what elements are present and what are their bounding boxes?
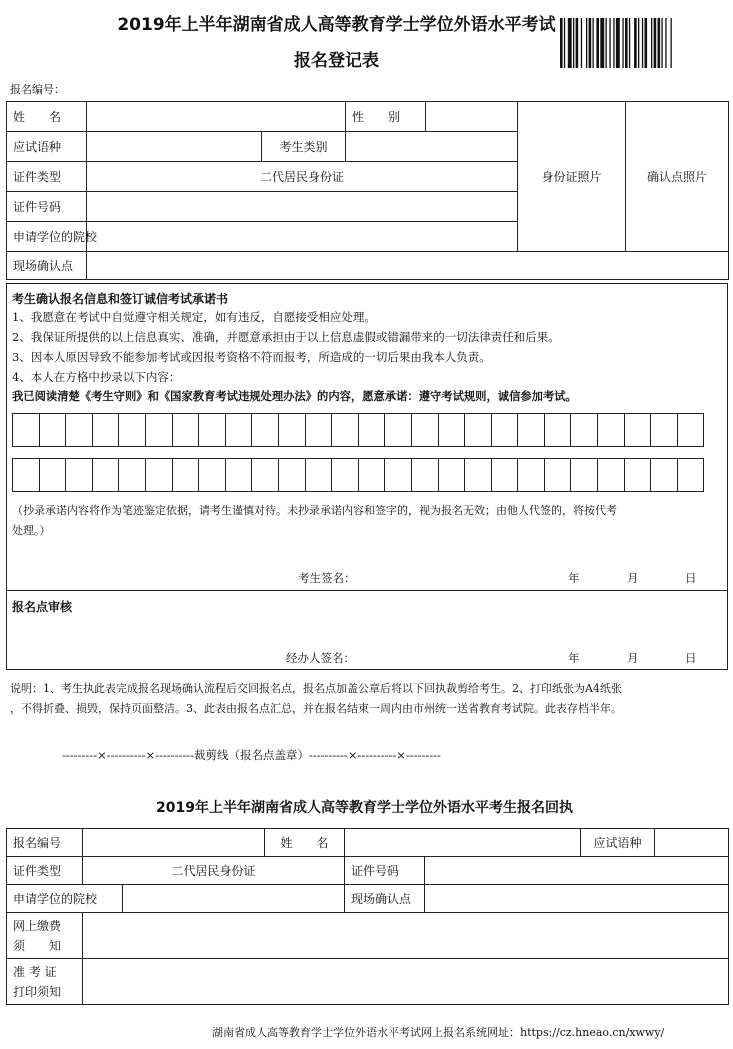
pledge-item-2: 2、我保证所提供的以上信息真实、准确，并愿意承担由于以上信息虚假或错漏带来的一切法律责任和后果。 <box>12 330 560 344</box>
review-heading: 报名点审核 <box>12 600 73 614</box>
copy-cell[interactable] <box>570 413 598 447</box>
candidate-sign-day: 日 <box>685 571 697 585</box>
copy-cell[interactable] <box>517 458 545 492</box>
receipt-id-type-value: 二代居民身份证 <box>83 857 345 885</box>
ticket-label-line-1: 准 考 证 <box>13 964 57 979</box>
copy-cell[interactable] <box>198 413 226 447</box>
receipt-table <box>6 828 729 1005</box>
category-field[interactable] <box>346 132 518 162</box>
copy-cell[interactable] <box>305 413 333 447</box>
gender-field[interactable] <box>426 102 518 132</box>
handler-sign-day: 日 <box>685 651 697 665</box>
barcode-image <box>560 18 726 68</box>
copy-cell[interactable] <box>65 413 93 447</box>
copy-cell[interactable] <box>145 413 173 447</box>
receipt-college-label: 申请学位的院校 <box>7 885 123 913</box>
receipt-id-number-field[interactable] <box>425 857 729 885</box>
college-label: 申请学位的院校 <box>7 222 87 252</box>
copy-cell[interactable] <box>251 413 279 447</box>
form-title: 2019年上半年湖南省成人高等教育学士学位外语水平考试 <box>117 15 556 35</box>
copy-cell[interactable] <box>198 458 226 492</box>
id-photo-slot[interactable]: 身份证照片 <box>518 102 626 252</box>
copy-cell[interactable] <box>172 458 200 492</box>
receipt-site-label: 现场确认点 <box>345 885 425 913</box>
copy-cell[interactable] <box>305 458 333 492</box>
copy-cell[interactable] <box>251 458 279 492</box>
notes-line-1: 说明：1、考生执此表完成报名现场确认流程后交回报名点，报名点加盖公章后将以下回执裁剪给考生。2、打印纸张为A4纸张 <box>10 682 622 695</box>
copy-cell[interactable] <box>491 458 519 492</box>
receipt-id-number-label: 证件号码 <box>345 857 425 885</box>
receipt-name-label: 姓 名 <box>265 829 345 857</box>
language-field[interactable] <box>87 132 262 162</box>
copy-cell[interactable] <box>12 413 40 447</box>
copy-cell[interactable] <box>225 413 253 447</box>
copy-cell[interactable] <box>92 458 120 492</box>
copy-cell[interactable] <box>438 458 466 492</box>
candidate-sign-year: 年 <box>568 571 580 585</box>
copy-cell[interactable] <box>544 458 572 492</box>
name-label: 姓 名 <box>7 102 87 132</box>
copy-cell[interactable] <box>464 413 492 447</box>
copy-cell[interactable] <box>411 413 439 447</box>
pledge-copy-row-1[interactable] <box>12 413 703 447</box>
name-field[interactable] <box>87 102 346 132</box>
copy-cell[interactable] <box>384 458 412 492</box>
site-photo-slot[interactable]: 确认点照片 <box>626 102 729 252</box>
site-label: 现场确认点 <box>7 252 87 280</box>
id-type-label: 证件类型 <box>7 162 87 192</box>
copy-cell[interactable] <box>278 413 306 447</box>
receipt-name-field[interactable] <box>345 829 581 857</box>
receipt-id-type-label: 证件类型 <box>7 857 83 885</box>
copy-cell[interactable] <box>677 458 705 492</box>
copy-cell[interactable] <box>39 413 67 447</box>
candidate-sign-month: 月 <box>627 571 639 585</box>
copy-cell[interactable] <box>118 458 146 492</box>
receipt-fee-notice-label <box>7 913 83 959</box>
receipt-title: 2019年上半年湖南省成人高等教育学士学位外语水平考生报名回执 <box>156 800 573 816</box>
copy-cell[interactable] <box>597 458 625 492</box>
copy-cell[interactable] <box>92 413 120 447</box>
pledge-statement: 我已阅读清楚《考生守则》和《国家教育考试违规处理办法》的内容，愿意承诺：遵守考试规则，诚信参加考试。 <box>12 390 577 403</box>
receipt-fee-notice-field <box>83 913 729 959</box>
copy-cell[interactable] <box>491 413 519 447</box>
handler-sign-year: 年 <box>568 651 580 665</box>
handler-sign-month: 月 <box>627 651 639 665</box>
pledge-note-line-1: （抄录承诺内容将作为笔迹鉴定依据，请考生谨慎对待。未抄录承诺内容和签字的，视为报名无效；由他人代签的，将按代考 <box>12 504 617 517</box>
gender-label: 性 别 <box>346 102 426 132</box>
copy-cell[interactable] <box>65 458 93 492</box>
copy-cell[interactable] <box>331 413 359 447</box>
review-section <box>6 590 728 670</box>
pledge-copy-row-2[interactable] <box>12 458 703 492</box>
college-field[interactable] <box>87 222 518 252</box>
id-number-label: 证件号码 <box>7 192 87 222</box>
receipt-language-label: 应试语种 <box>581 829 655 857</box>
cut-line: ---------×----------×----------裁剪线（报名点盖章）----------×----------×--------- <box>62 748 441 762</box>
footer-url-text: 湖南省成人高等教育学士学位外语水平考试网上报名系统网址：https://cz.hneao.cn/xwwy/ <box>212 1026 665 1039</box>
copy-cell[interactable] <box>145 458 173 492</box>
pledge-item-3: 3、因本人原因导致不能参加考试或因报考资格不符而报考，所造成的一切后果由我本人负责。 <box>12 350 491 364</box>
candidate-signature-label: 考生签名： <box>298 571 356 585</box>
copy-cell[interactable] <box>517 413 545 447</box>
copy-cell[interactable] <box>570 458 598 492</box>
copy-cell[interactable] <box>544 413 572 447</box>
registration-number-label: 报名编号： <box>10 83 65 96</box>
copy-cell[interactable] <box>331 458 359 492</box>
fee-label-line-1: 网上缴费 <box>13 918 62 933</box>
ticket-label-line-2: 打印须知 <box>13 984 62 999</box>
copy-cell[interactable] <box>677 413 705 447</box>
id-number-field[interactable] <box>87 192 518 222</box>
copy-cell[interactable] <box>225 458 253 492</box>
receipt-site-field[interactable] <box>425 885 729 913</box>
copy-cell[interactable] <box>278 458 306 492</box>
copy-cell[interactable] <box>358 413 386 447</box>
pledge-note-line-2: 处理。） <box>12 524 51 537</box>
copy-cell[interactable] <box>411 458 439 492</box>
copy-cell[interactable] <box>438 413 466 447</box>
category-label: 考生类别 <box>262 132 346 162</box>
language-label: 应试语种 <box>7 132 87 162</box>
receipt-ticket-notice-label <box>7 959 83 1005</box>
site-field[interactable] <box>87 252 729 280</box>
notes-line-2: ，不得折叠、损毁，保持页面整洁。3、此表由报名点汇总，并在报名结束一周内由市州统一送省教育考试院。此表存档半年。 <box>10 702 622 715</box>
copy-cell[interactable] <box>172 413 200 447</box>
pledge-item-1: 1、我愿意在考试中自觉遵守相关规定，如有违反，自愿接受相应处理。 <box>12 310 376 324</box>
pledge-item-4: 4、本人在方格中抄录以下内容： <box>12 370 181 384</box>
receipt-reg-no-label: 报名编号 <box>7 829 83 857</box>
receipt-college-field[interactable] <box>123 885 345 913</box>
copy-cell[interactable] <box>650 458 678 492</box>
info-table <box>6 101 729 280</box>
handler-signature-label: 经办人签名： <box>286 651 355 665</box>
id-type-value: 二代居民身份证 <box>87 162 518 192</box>
receipt-ticket-notice-field <box>83 959 729 1005</box>
pledge-heading: 考生确认报名信息和签订诚信考试承诺书 <box>12 292 229 306</box>
copy-cell[interactable] <box>12 458 40 492</box>
receipt-language-field[interactable] <box>655 829 729 857</box>
copy-cell[interactable] <box>650 413 678 447</box>
copy-cell[interactable] <box>118 413 146 447</box>
copy-cell[interactable] <box>384 413 412 447</box>
copy-cell[interactable] <box>39 458 67 492</box>
copy-cell[interactable] <box>597 413 625 447</box>
copy-cell[interactable] <box>358 458 386 492</box>
copy-cell[interactable] <box>624 458 652 492</box>
copy-cell[interactable] <box>464 458 492 492</box>
copy-cell[interactable] <box>624 413 652 447</box>
receipt-reg-no-field[interactable] <box>83 829 265 857</box>
fee-label-line-2: 须 知 <box>13 938 62 953</box>
form-subtitle: 报名登记表 <box>294 51 379 71</box>
